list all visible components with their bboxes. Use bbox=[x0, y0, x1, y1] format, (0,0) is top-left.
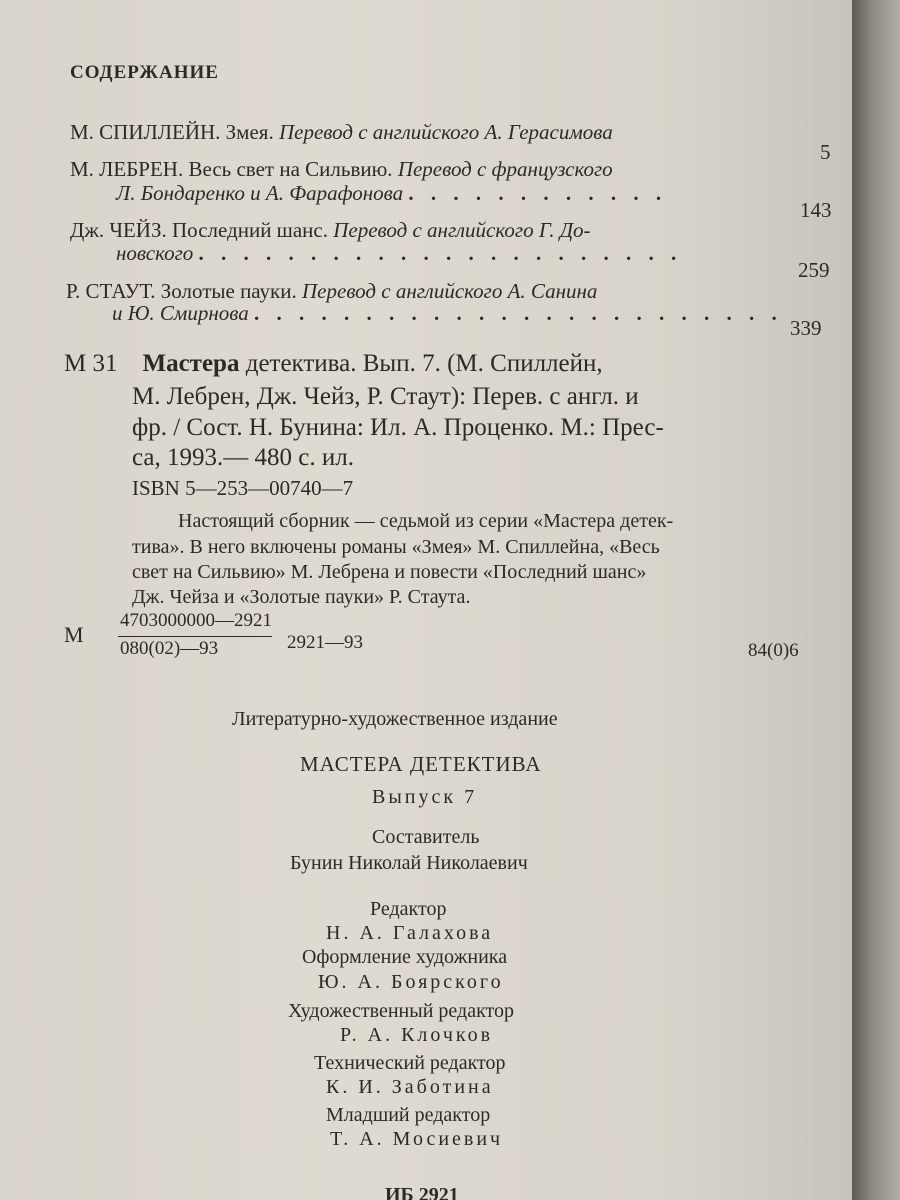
toc-heading: СОДЕРЖАНИЕ bbox=[70, 62, 219, 83]
toc-translation-cont: новского bbox=[116, 241, 194, 265]
toc-leader-dots: . . . . . . . . . . . . . . . . . . . . . . bbox=[198, 241, 683, 265]
toc-translation: Перевод с французского bbox=[397, 157, 613, 181]
isbn: ISBN 5—253—00740—7 bbox=[132, 476, 354, 500]
design-label: Оформление художника bbox=[302, 946, 508, 968]
bib-line1-rest: детектива. Вып. 7. (М. Спиллейн, bbox=[245, 350, 603, 377]
bib-line-3: фр. / Сост. Н. Бунина: Ил. А. Проценко. М.: Прес- bbox=[132, 414, 664, 441]
bib-title: Мастера bbox=[142, 350, 240, 377]
annotation-line-2: тива». В него включены романы «Змея» М. Спиллейна, «Весь bbox=[132, 536, 660, 558]
toc-page-number: 5 bbox=[820, 140, 831, 164]
toc-translation: Перевод с английского Г. До- bbox=[333, 218, 591, 242]
annotation-line-3: свет на Сильвию» М. Лебрена и повести «Последний шанс» bbox=[132, 561, 647, 583]
toc-author: М. СПИЛЛЕЙН. bbox=[70, 120, 221, 144]
compiler-label: Составитель bbox=[372, 826, 480, 848]
toc-entry-2 bbox=[70, 157, 613, 182]
edition-type: Литературно-художественное издание bbox=[232, 708, 558, 730]
annotation-line-4: Дж. Чейза и «Золотые пауки» Р. Стаута. bbox=[132, 586, 471, 608]
toc-page-number: 259 bbox=[798, 258, 830, 282]
ib-number: ИБ 2921 bbox=[385, 1184, 459, 1200]
toc-translation: Перевод с английского А. Герасимова bbox=[278, 120, 613, 144]
toc-title: Весь свет на Сильвию. bbox=[188, 157, 393, 181]
toc-author: М. ЛЕБРЕН. bbox=[70, 157, 184, 181]
toc-author: Р. СТАУТ. bbox=[66, 279, 156, 303]
toc-entry-4-line2 bbox=[112, 301, 783, 326]
class-letter: М bbox=[64, 622, 84, 647]
editor-name: Н. А. Галахова bbox=[326, 922, 494, 944]
art-editor-name: Р. А. Клочков bbox=[340, 1024, 494, 1046]
issue: Выпуск 7 bbox=[372, 786, 478, 808]
design-name: Ю. А. Боярского bbox=[318, 971, 504, 993]
toc-entry-2-line2 bbox=[116, 181, 667, 206]
class-denominator: 080(02)—93 bbox=[120, 638, 219, 659]
toc-page-number: 339 bbox=[790, 316, 822, 340]
bib-line-1 bbox=[64, 350, 603, 378]
fraction-line bbox=[118, 636, 272, 637]
compiler-name: Бунин Николай Николаевич bbox=[290, 852, 528, 874]
art-editor-label: Художественный редактор bbox=[288, 1000, 514, 1022]
class-code: 2921—93 bbox=[287, 632, 363, 653]
tech-editor-label: Технический редактор bbox=[314, 1052, 506, 1074]
book-spine-edge bbox=[852, 0, 900, 1200]
bib-line-2: М. Лебрен, Дж. Чейз, Р. Стаут): Перев. с англ. и bbox=[132, 383, 639, 410]
toc-title: Последний шанс. bbox=[172, 218, 328, 242]
toc-translation-cont: Л. Бондаренко и А. Фарафонова bbox=[116, 181, 404, 205]
toc-entry-1 bbox=[70, 120, 613, 145]
bib-line-4: са, 1993.— 480 с. ил. bbox=[132, 444, 354, 471]
toc-author: Дж. ЧЕЙЗ. bbox=[70, 218, 167, 242]
bbk-code: 84(0)6 bbox=[748, 640, 799, 661]
class-numerator: 4703000000—2921 bbox=[120, 610, 272, 631]
toc-leader-dots: . . . . . . . . . . . . bbox=[408, 181, 668, 205]
toc-translation-cont: и Ю. Смирнова bbox=[112, 301, 249, 325]
series-title: МАСТЕРА ДЕТЕКТИВА bbox=[300, 752, 542, 776]
toc-entry-3-line2 bbox=[116, 241, 682, 266]
toc-title: Золотые пауки. bbox=[160, 279, 297, 303]
junior-editor-label: Младший редактор bbox=[326, 1104, 491, 1126]
toc-page-number: 143 bbox=[800, 198, 832, 222]
editor-label: Редактор bbox=[370, 898, 447, 920]
junior-editor-name: Т. А. Мосиевич bbox=[330, 1128, 504, 1150]
toc-leader-dots: . . . . . . . . . . . . . . . . . . . . . . . . bbox=[253, 301, 783, 325]
toc-translation: Перевод с английского А. Санина bbox=[302, 279, 598, 303]
toc-entry-3 bbox=[70, 218, 591, 243]
bib-code: М 31 bbox=[64, 350, 118, 377]
annotation-line-1: Настоящий сборник — седьмой из серии «Мастера детек- bbox=[178, 510, 674, 532]
tech-editor-name: К. И. Заботина bbox=[326, 1076, 494, 1098]
toc-title: Змея. bbox=[225, 120, 274, 144]
